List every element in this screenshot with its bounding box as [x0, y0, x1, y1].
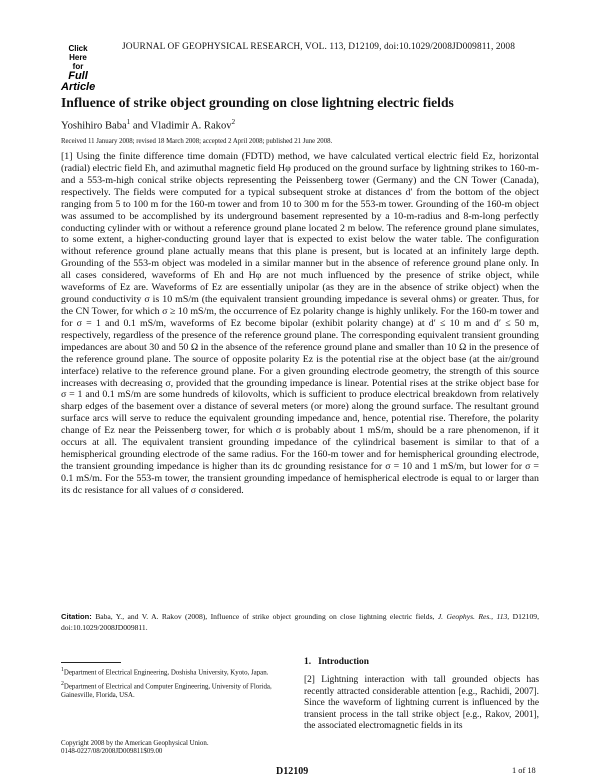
introduction-text: Lightning interaction with tall grounded objects has recently attracted considerable attention [e.g., Rachidi, 2007]. Since the waveform of lightning current is influenced by the transient process in the tall strike object [e.g., Rakov, 2001], the associated electromagnetic fields in its: [304, 675, 540, 732]
click-here-full-article-badge[interactable]: [61, 44, 96, 93]
badge-line: Article: [61, 81, 96, 93]
section-number: 1.: [304, 657, 312, 667]
author-list: [61, 118, 235, 132]
author-name: Vladimir A. Rakov: [150, 120, 232, 132]
publication-dates: Received 11 January 2008; revised 18 March 2008; accepted 2 April 2008; published 21 June 2008.: [61, 138, 333, 145]
badge-line: Click: [68, 44, 88, 53]
abstract-text: Using the finite difference time domain (FDTD) method, we have calculated vertical electric field Ez, horizontal (radial) electric field Eh, and azimuthal magnetic field Hφ produced on the ground surface by lightning strikes to 160-m- and a 553-m-high conical strike objects representing the Peissenberg tower (Germany) and the CN Tower (Canada), respectively. The fields were computed for a typical subsequent stroke at distances d′ from the bottom of the object ranging from 5 to 100 m for the 160-m tower and from 10 to 300 m for the 553-m tower. Grounding of the 160-m object was assumed to be accomplished by its underground basement represented by a 10-m-radius and 8-m-long perfectly conducting cylinder with or without a reference ground plane located 2 m below. The reference ground plane simulates, to some extent, a higher-conducting ground layer that is expected to exist below the water table. The configuration without reference ground plane actually means that this plane is present, but is located at an infinitely large depth. Grounding of the 553-m object was modeled in a similar manner but in the absence of reference ground plane only. In all cases considered, waveforms of Eh and Hφ are not much influenced by the presence of strike object, while waveforms of Ez are. Waveforms of Ez are essentially unipolar (as they are in the absence of strike object) when the ground conductivity σ is 10 mS/m (the equivalent transient grounding impedance is several ohms) or greater. Thus, for the CN Tower, for which σ ≥ 10 mS/m, the occurrence of Ez polarity change is highly unlikely. For the 160-m tower and for σ = 1 and 0.1 mS/m, waveforms of Ez become bipolar (exhibit polarity change) at d′ ≤ 10 m and d′ ≤ 50 m, respectively, regardless of the presence of the reference ground plane. The corresponding equivalent transient grounding impedances are about 30 and 50 Ω in the absence of the reference ground plane and smaller than 10 Ω in the presence of the reference ground plane. The source of opposite polarity Ez is the potential rise at the object base (at the air/ground interface) relative to the reference ground plane. For a given grounding electrode geometry, the strength of this source increases with decreasing σ, provided that the grounding impedance is linear. Potential rises at the strike object base for σ = 1 and 0.1 mS/m are some hundreds of kilovolts, which is sufficient to produce electrical breakdown from relatively sharp edges of the basement over a distance of several meters (or more) along the ground surface. The resultant ground surface arcs will serve to reduce the equivalent grounding impedance and, hence, potential rise. Therefore, the polarity change of Ez near the Peissenberg tower, for which σ is probably about 1 mS/m, should be a rare phenomenon, if it occurs at all. The equivalent transient grounding impedance of the cylindrical basement is similar to that of a hemispherical grounding electrode of the same radius. For the 160-m tower and for hemispherical grounding electrode, the transient grounding impedance is higher than its dc grounding resistance for σ = 10 and 1 mS/m, but lower for σ = 0.1 mS/m. For the 553-m tower, the transient grounding impedance of hemispherical electrode is equal to or larger than its dc resistance for all values of σ considered.: [61, 151, 539, 496]
citation: [61, 612, 539, 633]
citation-label: Citation:: [61, 612, 92, 621]
footnote-rule: [61, 662, 121, 663]
badge-line: Full: [68, 70, 88, 82]
footnote-mark: 2: [61, 680, 64, 687]
paragraph-marker: [2]: [304, 675, 315, 685]
footnote: [61, 666, 283, 678]
badge-line: Here: [69, 53, 87, 62]
citation-text: Baba, Y., and V. A. Rakov (2008), Influence of strike object grounding on close lightning electric fields,: [95, 612, 435, 621]
abstract: [61, 151, 539, 497]
footnote-text: Department of Electrical Engineering, Doshisha University, Kyoto, Japan.: [63, 669, 269, 677]
citation-journal: J. Geophys. Res.,: [437, 612, 494, 621]
footnote-mark: 1: [61, 667, 64, 673]
section-title: Introduction: [318, 657, 369, 667]
introduction-paragraph: [304, 675, 539, 733]
affiliation-footnotes: [61, 662, 283, 702]
journal-header: JOURNAL OF GEOPHYSICAL RESEARCH, VOL. 113, D12109, doi:10.1029/2008JD009811, 2008: [122, 42, 516, 52]
author-name: Yoshihiro Baba: [61, 120, 127, 132]
page-count: 1 of 18: [512, 766, 536, 775]
footnote-text: Department of Electrical and Computer Engineering, University of Florida, Gainesville, Florida, USA.: [61, 683, 272, 699]
copyright-notice: [61, 740, 283, 757]
citation-volume: 113,: [496, 612, 510, 621]
author-affiliation-mark: 2: [231, 118, 236, 126]
author-joiner: and: [130, 120, 151, 132]
section-heading: [304, 657, 369, 667]
paragraph-marker: [1]: [61, 151, 73, 162]
page-identifier: D12109: [276, 766, 309, 777]
copyright-line: Copyright 2008 by the American Geophysical Union.: [61, 740, 209, 747]
footnote: [61, 680, 283, 700]
badge-line: for: [72, 62, 84, 71]
author-affiliation-mark: 1: [126, 118, 131, 126]
paper-title: Influence of strike object grounding on close lightning electric fields: [61, 95, 454, 110]
issn-line: 0148-0227/08/2008JD009811$09.00: [61, 748, 163, 756]
citation-rest: D12109, doi:10.1029/2008JD009811.: [61, 612, 539, 632]
